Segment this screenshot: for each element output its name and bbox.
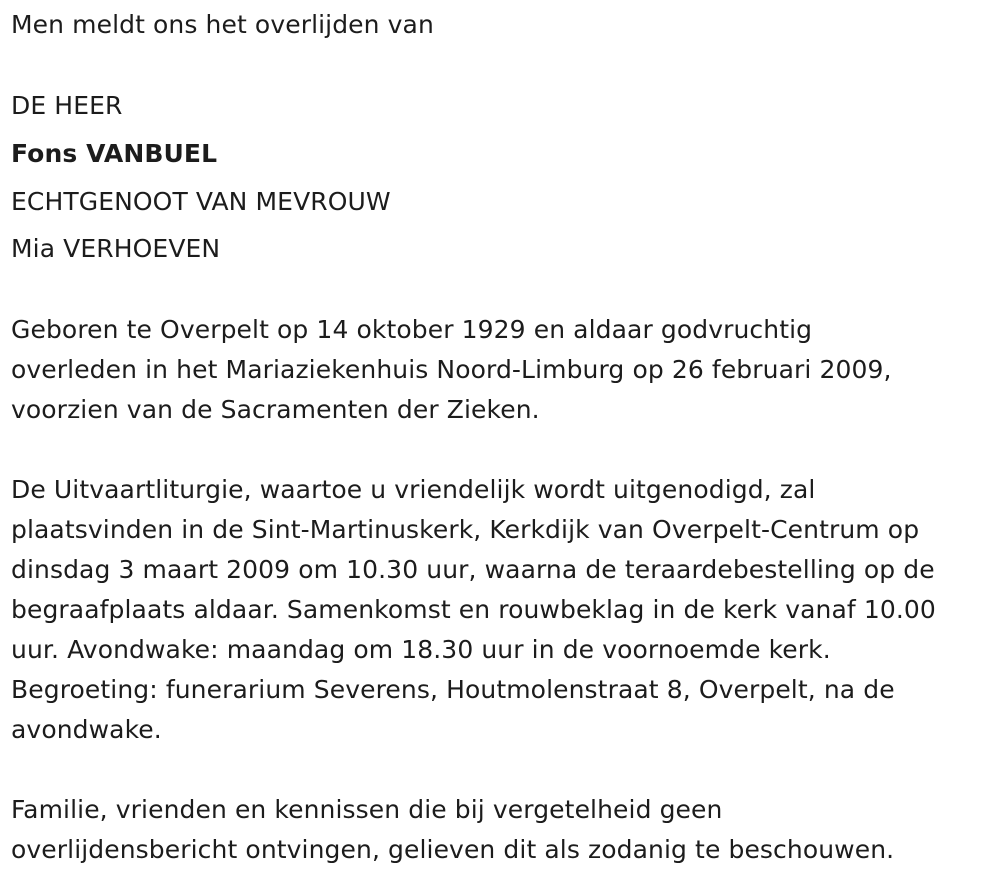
- funeral-line: dinsdag 3 maart 2009 om 10.30 uur, waarna de teraardebestelling op de: [11, 555, 935, 584]
- closing-line: Familie, vrienden en kennissen die bij vergetelheid geen: [11, 795, 723, 824]
- birth-death-line: overleden in het Mariaziekenhuis Noord-Limburg op 26 februari 2009,: [11, 355, 892, 384]
- closing-line: overlijdensbericht ontvingen, gelieven dit als zodanig te beschouwen.: [11, 835, 895, 864]
- spouse-name: Mia VERHOEVEN: [11, 234, 221, 263]
- funeral-line: uur. Avondwake: maandag om 18.30 uur in de voornoemde kerk.: [11, 635, 831, 664]
- title-prefix: DE HEER: [11, 91, 123, 120]
- deceased-name: Fons VANBUEL: [11, 139, 218, 168]
- funeral-line: Begroeting: funerarium Severens, Houtmolenstraat 8, Overpelt, na de: [11, 675, 895, 704]
- funeral-line: plaatsvinden in de Sint-Martinuskerk, Kerkdijk van Overpelt-Centrum op: [11, 515, 920, 544]
- funeral-line: avondwake.: [11, 715, 162, 744]
- intro-text: Men meldt ons het overlijden van: [11, 10, 434, 39]
- funeral-line: begraafplaats aldaar. Samenkomst en rouwbeklag in de kerk vanaf 10.00: [11, 595, 936, 624]
- birth-death-line: Geboren te Overpelt op 14 oktober 1929 en aldaar godvruchtig: [11, 315, 813, 344]
- birth-death-line: voorzien van de Sacramenten der Zieken.: [11, 395, 540, 424]
- spouse-label: ECHTGENOOT VAN MEVROUW: [11, 187, 391, 216]
- funeral-line: De Uitvaartliturgie, waartoe u vriendelijk wordt uitgenodigd, zal: [11, 475, 816, 504]
